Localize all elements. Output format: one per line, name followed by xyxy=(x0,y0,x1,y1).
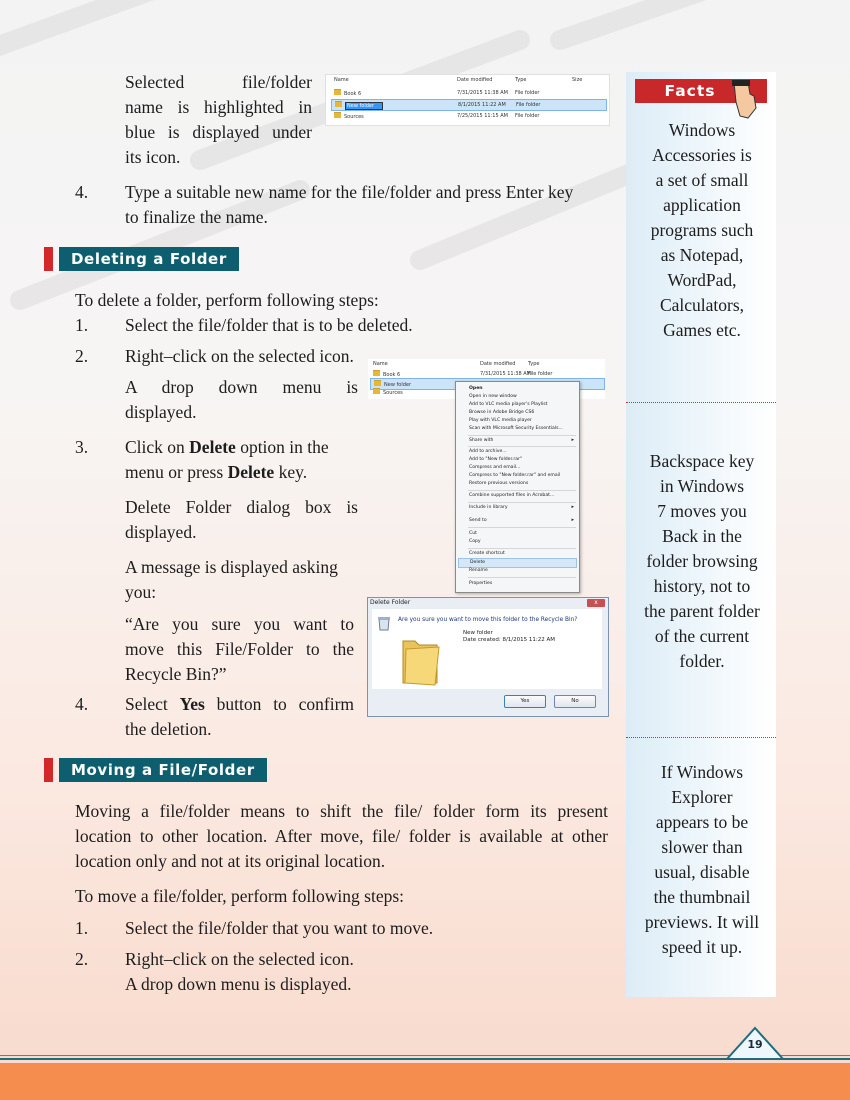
file-row[interactable]: Sources 7/25/2015 11:15 AM File folder xyxy=(326,111,609,121)
delete-step-4: Select Yes button to confirm the deletion. xyxy=(125,694,355,739)
move-step-1: Select the file/folder that you want to move. xyxy=(125,918,434,938)
fact-divider xyxy=(626,737,776,738)
delete-step-3: Click on Delete option in the menu or press Delete key. xyxy=(125,437,329,482)
menu-separator xyxy=(468,446,576,447)
folder-icon xyxy=(374,380,381,386)
step-number: 2. xyxy=(75,346,89,366)
facts-tag: Facts xyxy=(635,79,767,103)
delete-folder-dialog xyxy=(367,597,609,717)
move-intro: To move a file/folder, perform following steps: xyxy=(75,886,405,906)
dialog-question: Are you sure you want to move this folder to the Recycle Bin? xyxy=(398,617,578,623)
close-button[interactable]: x xyxy=(587,599,605,607)
section-heading-delete xyxy=(44,247,239,271)
step-number: 2. xyxy=(75,949,89,969)
folder-icon xyxy=(335,101,342,107)
menu-item-open[interactable]: Open xyxy=(469,386,483,391)
delete-intro: To delete a folder, perform following steps: xyxy=(75,290,379,310)
file-row-selected[interactable]: New folder xyxy=(370,378,605,390)
menu-item-open-new-window[interactable]: Open in new window xyxy=(469,394,517,399)
menu-item-play-vlc[interactable]: Play with VLC media player xyxy=(469,418,532,423)
menu-item-cut[interactable]: Cut xyxy=(469,531,477,536)
footer-rule xyxy=(0,1055,850,1056)
rename-step-continuation: Selected file/folder name is highlighted in blue is displayed under its icon. xyxy=(125,72,312,167)
menu-item-send-to[interactable]: Send to xyxy=(469,518,487,523)
menu-item-properties[interactable]: Properties xyxy=(469,581,493,586)
move-paragraph: Moving a file/folder means to shift the file/ folder form its present location to other location. After move, file/ folder is available at other location only and not at its original location. xyxy=(75,801,608,871)
menu-item-add-rar[interactable]: Add to "New folder.rar" xyxy=(469,457,523,462)
pointing-hand-icon xyxy=(728,80,762,120)
delete-step-3-quote: “Are you sure you want to move this File/Folder to the Recycle Bin?” xyxy=(125,614,354,684)
footer-band xyxy=(0,1063,850,1100)
menu-item-copy[interactable]: Copy xyxy=(469,539,481,544)
menu-item-delete[interactable]: Delete xyxy=(458,558,577,568)
heading-bar xyxy=(44,247,53,271)
footer-rule xyxy=(0,1058,850,1060)
file-row[interactable]: Book 6 7/31/2015 11:38 AM File folder xyxy=(368,369,605,379)
folder-icon xyxy=(401,635,441,687)
delete-step-3-message: A message is displayed asking you: xyxy=(125,557,338,602)
fact-backspace: Backspace key in Windows 7 moves you Back in the folder browsing history, not to the parent folder of the current folder. xyxy=(644,451,760,671)
menu-item-combine-acrobat[interactable]: Combine supported files in Acrobat... xyxy=(469,493,555,498)
menu-separator xyxy=(468,490,576,491)
submenu-arrow-icon: ▸ xyxy=(571,437,574,443)
dialog-folder-name: New folder xyxy=(463,630,493,636)
menu-separator xyxy=(468,435,576,436)
folder-icon xyxy=(373,388,380,394)
fact-divider xyxy=(626,402,776,403)
step-number: 1. xyxy=(75,315,89,335)
folder-icon xyxy=(334,112,341,118)
menu-item-share-with[interactable]: Share with xyxy=(469,438,494,443)
menu-item-add-archive[interactable]: Add to archive... xyxy=(469,449,507,454)
menu-item-create-shortcut[interactable]: Create shortcut xyxy=(469,551,505,556)
rename-step-4: Type a suitable new name for the file/folder and press Enter key to finalize the name. xyxy=(125,182,574,227)
rename-screenshot xyxy=(325,74,610,126)
menu-item-restore[interactable]: Restore previous versions xyxy=(469,481,529,486)
recycle-bin-icon xyxy=(377,615,391,631)
file-row-selected[interactable]: New folder 8/1/2015 11:22 AM File folder xyxy=(331,99,607,111)
menu-item-rename[interactable]: Rename xyxy=(469,568,488,573)
heading-label: Deleting a Folder xyxy=(59,247,239,271)
no-button[interactable]: No xyxy=(554,695,596,708)
menu-item-compress-email[interactable]: Compress and email... xyxy=(469,465,521,470)
menu-item-compress-rar-email[interactable]: Compress to "New folder.rar" and email xyxy=(469,473,561,478)
menu-separator xyxy=(468,502,576,503)
menu-separator xyxy=(468,577,576,578)
menu-separator xyxy=(468,548,576,549)
heading-label: Moving a File/Folder xyxy=(59,758,267,782)
delete-step-2-detail: A drop down menu is displayed. xyxy=(125,377,358,422)
menu-separator xyxy=(468,527,576,528)
section-heading-move xyxy=(44,758,267,782)
menu-item-include-library[interactable]: Include in library xyxy=(469,505,508,510)
dialog-date: Date created: 8/1/2015 11:22 AM xyxy=(463,637,556,643)
heading-bar xyxy=(44,758,53,782)
step-number: 4. xyxy=(75,182,89,202)
submenu-arrow-icon: ▸ xyxy=(571,517,574,523)
fact-explorer: If Windows Explorer appears to be slower than usual, disable the thumbnail previews. It will speed it up. xyxy=(644,762,760,957)
step-number: 4. xyxy=(75,694,89,714)
delete-step-1: Select the file/folder that is to be deleted. xyxy=(125,315,413,335)
menu-item-scan[interactable]: Scan with Microsoft Security Essentials... xyxy=(469,426,563,431)
dialog-title: Delete Folder xyxy=(370,599,411,606)
context-menu xyxy=(455,381,580,593)
folder-icon xyxy=(373,370,380,376)
delete-step-3-detail: Delete Folder dialog box is displayed. xyxy=(125,497,358,542)
menu-item-add-vlc-playlist[interactable]: Add to VLC media player's Playlist xyxy=(469,402,548,407)
page-number: 19 xyxy=(747,1038,763,1051)
delete-step-2: Right–click on the selected icon. xyxy=(125,346,354,366)
file-row[interactable]: Sources xyxy=(368,387,605,397)
step-number: 1. xyxy=(75,918,89,938)
file-row[interactable]: Book 6 7/31/2015 11:38 AM File folder xyxy=(326,88,609,98)
fact-accessories: Windows Accessories is a set of small application programs such as Notepad, WordPad, Calculators, Games etc. xyxy=(650,120,754,340)
yes-button[interactable]: Yes xyxy=(504,695,546,708)
move-step-2: Right–click on the selected icon. A drop down menu is displayed. xyxy=(125,949,354,994)
folder-icon xyxy=(334,89,341,95)
submenu-arrow-icon: ▸ xyxy=(571,504,574,510)
menu-item-browse-bridge[interactable]: Browse in Adobe Bridge CS6 xyxy=(469,410,535,415)
column-headers: Name Date modified Type xyxy=(373,361,540,367)
rename-input[interactable]: New folder xyxy=(345,102,383,110)
column-headers: Name Date modified Type Size xyxy=(334,77,583,83)
step-number: 3. xyxy=(75,437,89,457)
